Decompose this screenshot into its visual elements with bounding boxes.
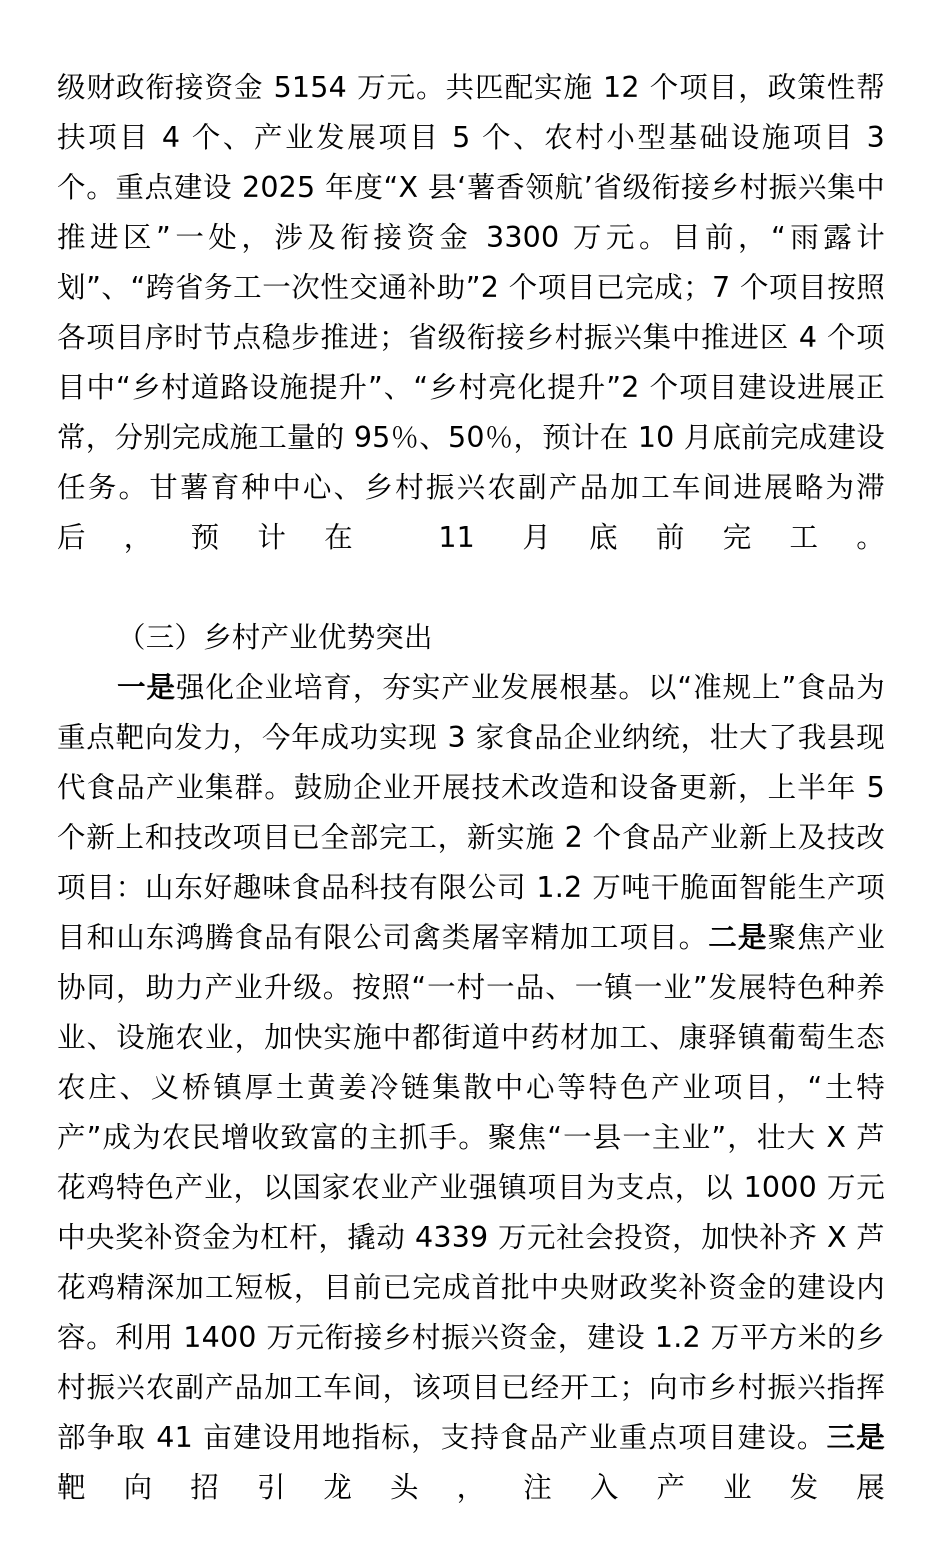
paragraph-text: 级财政衔接资金 5154 万元。共匹配实施 12 个项目，政策性帮扶项目 4 个、产业发展项目 5 个、农村小型基础设施项目 3 个。重点建设 2025 年度“X 县‘薯香领航’省级衔接乡村振兴集中推进区”一处，涉及衔接资金 3300 万元。目前，“雨露计划”、“跨省务工一次性交通补助”2 个项目已完成；7 个项目按照各项目序时节点稳步推进；省级衔接乡村振兴集中推进区 4 个项目中“乡村道路设施提升”、“乡村亮化提升”2 个项目建设进展正常，分别完成施工量的 95％、50％，预计在 10 月底前完成建设任务。甘薯育种中心、乡村振兴农副产品加工车间进展略为滞后，预计在 11 月底前完工。 <box>57 71 885 554</box>
section-heading-san <box>57 613 885 663</box>
body-text-yi-shi: 强化企业培育，夯实产业发展根基。以“准规上”食品为重点靶向发力，今年成功实现 3 家食品企业纳统，壮大了我县现代食品产业集群。鼓励企业开展技术改造和设备更新，上半年 5 个新上和技改项目已全部完工，新实施 2 个食品产业新上及技改项目：山东好趣味食品科技有限公司 1.2 万吨干脆面智能生产项目和山东鸿腾食品有限公司禽类屠宰精加工项目。 <box>57 671 885 954</box>
marker-san-shi: 三是 <box>826 1421 885 1454</box>
paragraph-continuation <box>57 63 885 613</box>
paragraph-industry-advantages <box>57 663 885 1563</box>
body-text-er-shi: 聚焦产业协同，助力产业升级。按照“一村一品、一镇一业”发展特色种养业、设施农业，加快实施中都街道中药材加工、康驿镇葡萄生态农庄、义桥镇厚土黄姜冷链集散中心等特色产业项目，“土特产”成为农民增收致富的主抓手。聚焦“一县一主业”，壮大 X 芦花鸡特色产业，以国家农业产业强镇项目为支点，以 1000 万元中央奖补资金为杠杆，撬动 4339 万元社会投资，加快补齐 X 芦花鸡精深加工短板，目前已完成首批中央财政奖补资金的建设内容。利用 1400 万元衔接乡村振兴资金，建设 1.2 万平方米的乡村振兴农副产品加工车间，该项目已经开工；向市乡村振兴指挥部争取 41 亩建设用地指标，支持食品产业重点项目建设。 <box>57 921 885 1454</box>
section-heading-text: （三）乡村产业优势突出 <box>117 621 433 654</box>
marker-yi-shi: 一是 <box>117 671 176 704</box>
marker-er-shi: 二是 <box>708 921 768 954</box>
body-text-san-shi: 靶向招引龙头，注入产业发展 <box>57 1471 885 1504</box>
document-body <box>57 63 885 1563</box>
